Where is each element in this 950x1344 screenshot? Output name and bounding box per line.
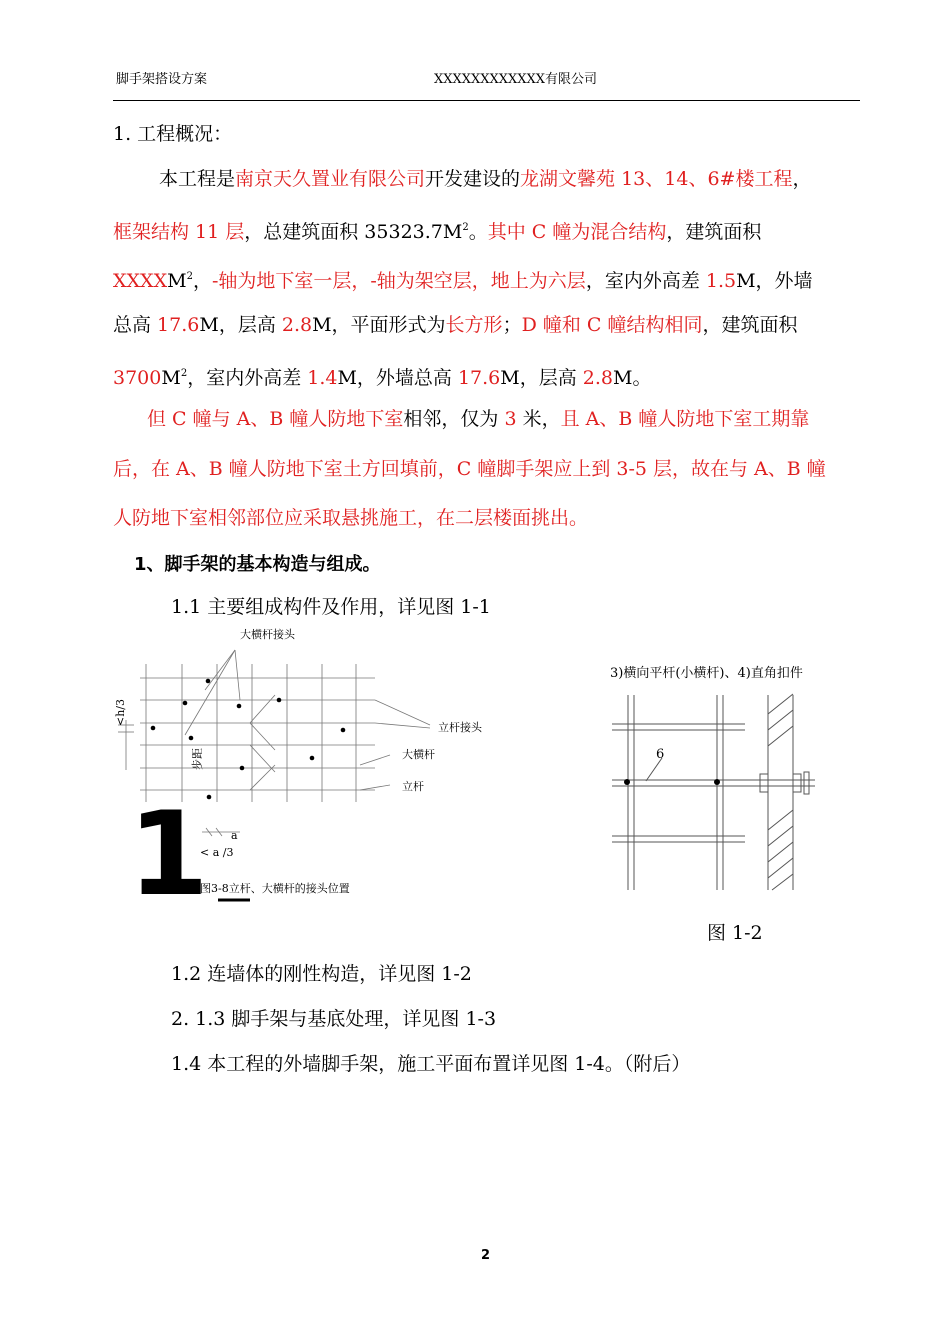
text-run: 但 C 幢与 A、B 幢人防地下室 bbox=[147, 408, 404, 430]
text-run: ， bbox=[792, 168, 812, 190]
fig1-label-a: a bbox=[231, 829, 238, 842]
fig1-label-step: 步距 bbox=[191, 748, 204, 770]
para2-line1 bbox=[147, 410, 809, 429]
text-run: 3700 bbox=[113, 367, 162, 389]
text-run: ， bbox=[192, 270, 212, 292]
header-rule bbox=[113, 100, 860, 101]
fig1-caption: 图3-8立杆、大横杆的接头位置 bbox=[200, 882, 350, 895]
text-run: ； bbox=[502, 314, 522, 336]
para1-line2 bbox=[113, 218, 761, 242]
text-run: 。 bbox=[468, 221, 488, 243]
text-run: -轴为地下室一层，-轴为架空层，地上为六层 bbox=[211, 270, 586, 292]
fig1-big-digit: 1 bbox=[128, 787, 209, 910]
para2-line3 bbox=[113, 509, 588, 528]
text-run: 米， bbox=[516, 408, 561, 430]
header-left: 脚手架搭设方案 bbox=[116, 72, 208, 87]
text-run: 3 bbox=[504, 408, 517, 430]
text-run: M，平面形式为 bbox=[312, 314, 446, 336]
figure-1-2 bbox=[600, 690, 820, 900]
text-run: M bbox=[161, 367, 181, 389]
fig1-label-pole: 立杆 bbox=[402, 780, 424, 793]
text-run: ，总建筑面积 35323.7M bbox=[244, 221, 463, 243]
text-run: M，层高 bbox=[199, 314, 282, 336]
text-run: 2 bbox=[186, 271, 193, 282]
item-1-4: 1.4 本工程的外墙脚手架，施工平面布置详见图 1-4。（附后） bbox=[171, 1053, 691, 1075]
page-number: 2 bbox=[481, 1248, 491, 1263]
text-run: 本工程是 bbox=[159, 168, 236, 190]
para1-line3 bbox=[113, 267, 813, 291]
fig1-label-a3: < a /3 bbox=[200, 846, 234, 859]
para2-line2 bbox=[113, 460, 826, 479]
text-run: 总高 bbox=[113, 314, 158, 336]
text-run: 2.8 bbox=[582, 367, 613, 389]
text-run: ，建筑面积 bbox=[666, 221, 762, 243]
fig2-title: 3)横向平杆(小横杆)、4)直角扣件 bbox=[610, 666, 803, 681]
text-run: 2.8 bbox=[281, 314, 313, 336]
text-run: 17.6 bbox=[457, 367, 501, 389]
text-run: 框架结构 11 层 bbox=[113, 221, 245, 243]
item-1-2: 1.2 连墙体的刚性构造，详见图 1-2 bbox=[171, 963, 472, 985]
text-run: 1.4 bbox=[307, 367, 338, 389]
text-run: 开发建设的 bbox=[425, 168, 521, 190]
fig2-number: 6 bbox=[656, 747, 665, 762]
text-run: M，外墙总高 bbox=[337, 367, 458, 389]
section-2-title: 1、脚手架的基本构造与组成。 bbox=[134, 554, 381, 575]
text-run: ，室内外高差 bbox=[187, 367, 308, 389]
fig1-label-top: 大横杆接头 bbox=[240, 628, 295, 641]
text-run: ，室内外高差 bbox=[585, 270, 706, 292]
text-run: D 幢和 C 幢结构相同 bbox=[521, 314, 703, 336]
item-1-1: 1.1 主要组成构件及作用，详见图 1-1 bbox=[171, 596, 491, 618]
section-1-title: 1. 工程概况： bbox=[113, 123, 233, 145]
text-run: 长方形 bbox=[445, 314, 503, 336]
text-run: 后，在 A、B 幢人防地下室土方回填前，C 幢脚手架应上到 3-5 层，故在与 A、B 幢 bbox=[113, 458, 826, 480]
text-run: 龙湖文馨苑 13、14、6#楼工程 bbox=[520, 168, 793, 190]
para1-line5 bbox=[113, 364, 651, 388]
text-run: M，层高 bbox=[500, 367, 583, 389]
text-run: XXXX bbox=[113, 270, 168, 292]
text-run: 其中 C 幢为混合结构 bbox=[487, 221, 667, 243]
text-run: M。 bbox=[613, 367, 652, 389]
fig1-label-h3: <h/3 bbox=[114, 698, 127, 726]
text-run: 人防地下室相邻部位应采取悬挑施工，在二层楼面挑出。 bbox=[113, 507, 589, 529]
text-run: 2 bbox=[180, 368, 188, 379]
text-run: 2 bbox=[462, 222, 469, 233]
text-run: 且 A、B 幢人防地下室工期靠 bbox=[560, 408, 810, 430]
text-run: 17.6 bbox=[157, 314, 200, 336]
text-run: M，外墙 bbox=[736, 270, 813, 292]
fig1-label-joint: 立杆接头 bbox=[438, 721, 482, 734]
text-run: 1.5 bbox=[705, 270, 737, 292]
figure-1-1 bbox=[100, 620, 540, 910]
header-center: XXXXXXXXXXXX有限公司 bbox=[434, 72, 598, 87]
para1-line4 bbox=[113, 316, 797, 335]
text-run: M bbox=[167, 270, 187, 292]
text-run: ，建筑面积 bbox=[702, 314, 798, 336]
text-run: 相邻，仅为 bbox=[403, 408, 505, 430]
item-1-3: 2. 1.3 脚手架与基底处理，详见图 1-3 bbox=[171, 1008, 497, 1030]
para1-line1 bbox=[159, 170, 811, 189]
fig2-caption: 图 1-2 bbox=[707, 922, 763, 944]
fig1-label-bigbar: 大横杆 bbox=[402, 748, 435, 761]
text-run: 南京天久置业有限公司 bbox=[235, 168, 426, 190]
